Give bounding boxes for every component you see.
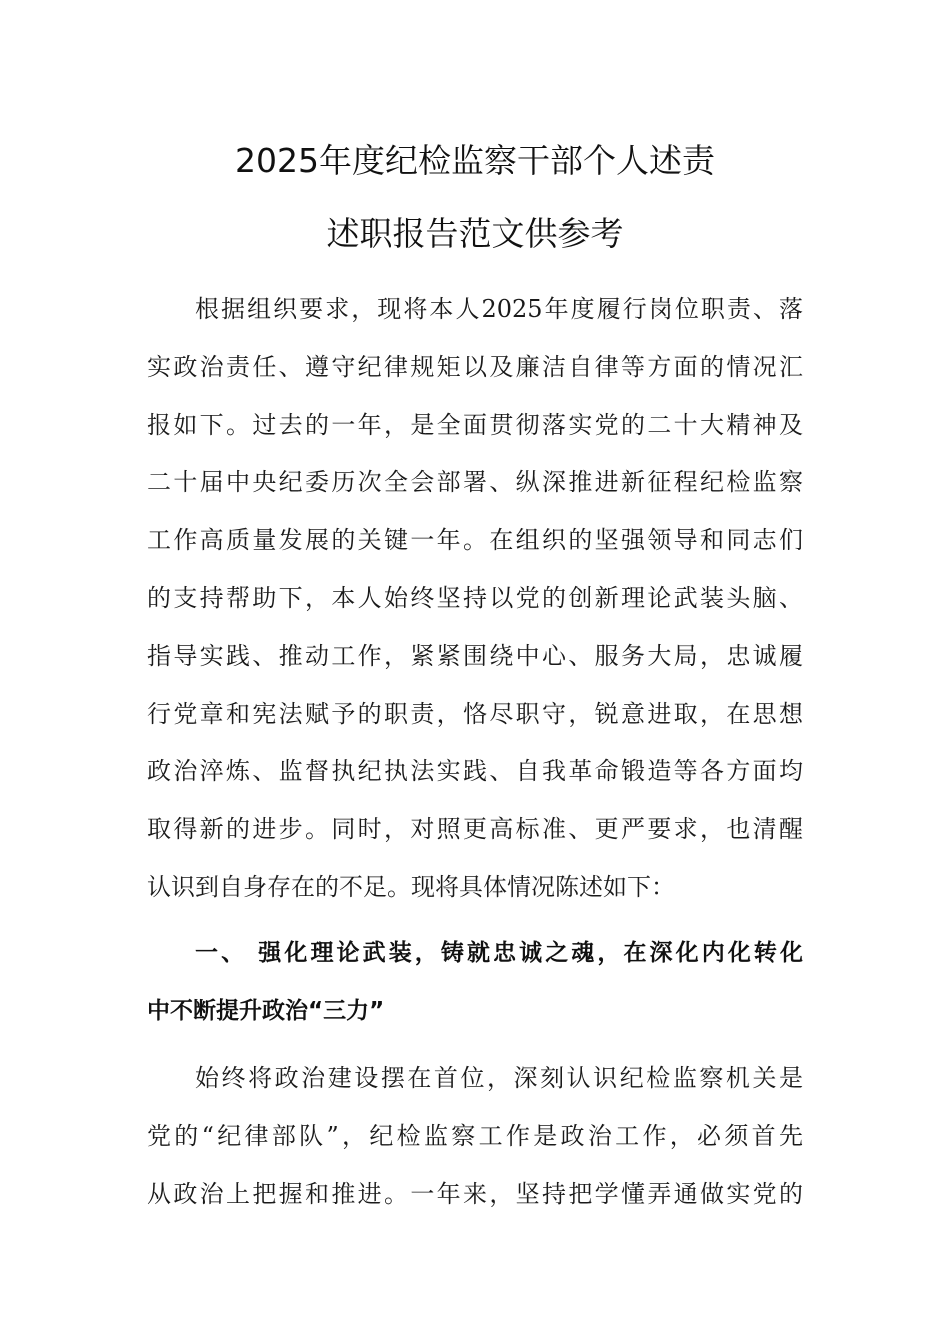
text-line: 认识到自身存在的不足。现将具体情况陈述如下： — [147, 872, 675, 901]
text-line: 党的“纪律部队”，纪检监察工作是政治工作，必须首先 — [147, 1121, 803, 1150]
text-line: 取得新的进步。同时，对照更高标准、更严要求，也清醒 — [147, 815, 803, 844]
section-1-paragraph — [147, 1050, 803, 1223]
text-line: 政治淬炼、监督执纪执法实践、自我革命锻造等各方面均 — [147, 757, 803, 786]
text-line: 二十届中央纪委历次全会部署、纵深推进新征程纪检监察 — [147, 468, 803, 497]
text-line: 指导实践、推动工作，紧紧围绕中心、服务大局，忠诚履 — [147, 641, 803, 670]
document-title-line-2: 述职报告范文供参考 — [326, 214, 624, 253]
text-line: 实政治责任、遵守纪律规矩以及廉洁自律等方面的情况汇 — [147, 352, 803, 381]
text-line: 根据组织要求，现将本人2025年度履行岗位职责、落 — [195, 295, 803, 323]
text-line: 报如下。过去的一年，是全面贯彻落实党的二十大精神及 — [147, 410, 803, 439]
text-line: 从政治上把握和推进。一年来，坚持把学懂弄通做实党的 — [147, 1179, 803, 1208]
text-line: 工作高质量发展的关键一年。在组织的坚强领导和同志们 — [147, 526, 803, 555]
heading-line: 中不断提升政治“三力” — [147, 998, 385, 1024]
document-title-line-1: 2025年度纪检监察干部个人述责 — [235, 141, 715, 180]
text-line: 始终将政治建设摆在首位，深刻认识纪检监察机关是 — [195, 1064, 803, 1092]
text-line: 的支持帮助下，本人始终坚持以党的创新理论武装头脑、 — [147, 583, 803, 612]
heading-line: 一、 强化理论武装，铸就忠诚之魂，在深化内化转化 — [195, 940, 803, 966]
intro-paragraph — [147, 281, 803, 917]
text-line: 行党章和宪法赋予的职责，恪尽职守，锐意进取，在思想 — [147, 699, 803, 728]
section-heading-1 — [147, 924, 803, 1040]
